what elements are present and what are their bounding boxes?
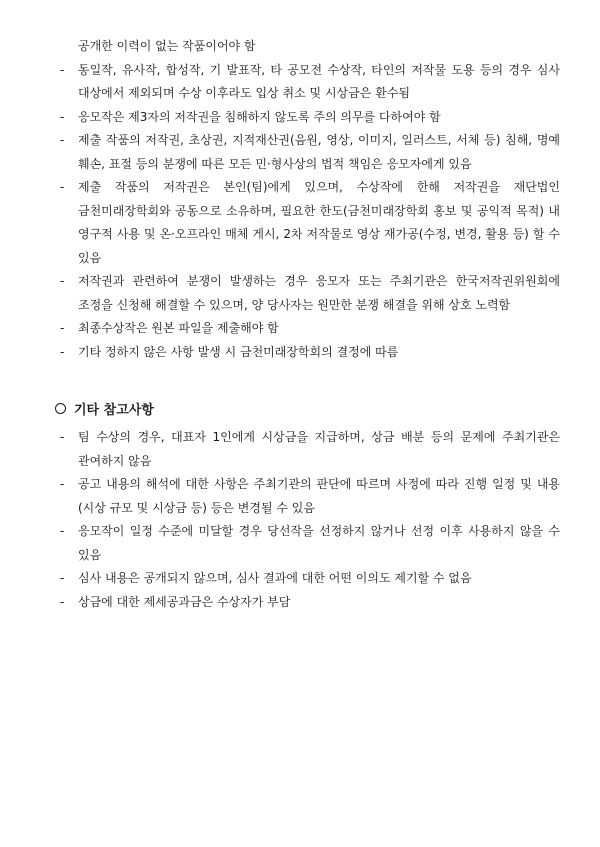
dash-bullet-icon: - bbox=[60, 594, 65, 609]
list-item-text: 최종수상작은 원본 파일을 제출해야 함 bbox=[78, 321, 279, 335]
list-item-text: 제출 작품의 저작권, 초상권, 지적재산권(음원, 영상, 이미지, 일러스트, 서체 등) 침해, 명예 훼손, 표절 등의 분쟁에 따른 모든 민·형사상의 법적 책임은 응모자에게 있음 bbox=[78, 133, 560, 171]
list-item-text: 상금에 대한 제세공과금은 수상자가 부담 bbox=[78, 594, 291, 609]
list-item-text: 저작권과 관련하여 분쟁이 발생하는 경우 응모자 또는 주최기관은 한국저작권위원회에 조정을 신청해 해결할 수 있으며, 양 당사자는 원만한 분쟁 해결을 위해 상호 노력함 bbox=[78, 274, 560, 312]
list-item bbox=[60, 129, 560, 176]
section1-list bbox=[60, 35, 560, 364]
list-item-text: 심사 내용은 공개되지 않으며, 심사 결과에 대한 어떤 이의도 제기할 수 없음 bbox=[78, 571, 472, 585]
list-item bbox=[60, 341, 560, 365]
section-heading bbox=[55, 400, 154, 422]
list-item bbox=[60, 473, 560, 520]
list-item-continuation bbox=[60, 35, 560, 59]
list-item-text: 공고 내용의 해석에 대한 사항은 주최기관의 판단에 따르며 사정에 따라 진행 일정 및 내용(시상 규모 및 시상금 등) 등은 변경될 수 있음 bbox=[78, 477, 560, 515]
dash-bullet-icon: - bbox=[60, 180, 65, 194]
list-item bbox=[60, 106, 560, 130]
list-item bbox=[60, 317, 560, 341]
dash-bullet-icon: - bbox=[60, 430, 65, 444]
list-item bbox=[60, 176, 560, 270]
list-item bbox=[60, 520, 560, 567]
dash-bullet-icon: - bbox=[60, 274, 65, 288]
dash-bullet-icon: - bbox=[60, 344, 65, 359]
list-item bbox=[60, 426, 560, 473]
section-title: 기타 참고사항 bbox=[74, 403, 154, 418]
list-item-text: 응모작이 일정 수준에 미달할 경우 당선작을 선정하지 않거나 선정 이후 사용하지 않을 수 있음 bbox=[78, 524, 560, 562]
list-item-text: 공개한 이력이 없는 작품이어야 함 bbox=[78, 39, 256, 53]
list-item bbox=[60, 59, 560, 106]
dash-bullet-icon: - bbox=[60, 571, 65, 585]
list-item-text: 응모작은 제3자의 저작권을 침해하지 않도록 주의 의무를 다하여야 함 bbox=[78, 109, 441, 124]
list-item-text: 팀 수상의 경우, 대표자 1인에게 시상금을 지급하며, 상금 배분 등의 문제에 주최기관은 관여하지 않음 bbox=[78, 430, 560, 468]
list-item bbox=[60, 270, 560, 317]
list-item-text: 동일작, 유사작, 합성작, 기 발표작, 타 공모전 수상작, 타인의 저작물 도용 등의 경우 심사 대상에서 제외되며 수상 이후라도 입상 취소 및 시상금은 환수됨 bbox=[78, 62, 560, 100]
dash-bullet-icon: - bbox=[60, 321, 65, 335]
dash-bullet-icon: - bbox=[60, 477, 65, 491]
list-item bbox=[60, 591, 560, 615]
circle-bullet-icon bbox=[55, 403, 66, 414]
section2-list bbox=[60, 426, 560, 614]
dash-bullet-icon: - bbox=[60, 524, 65, 538]
list-item bbox=[60, 567, 560, 591]
list-item-text: 제출 작품의 저작권은 본인(팀)에게 있으며, 수상작에 한해 저작권을 재단법인 금천미래장학회와 공동으로 소유하며, 필요한 한도(금천미래장학회 홍보 및 공익적 목적) 내 영구적 사용 및 온·오프라인 매체 게시, 2차 저작물로 영상 재가공(수정, 변경, 활용 등) 할 수 있음 bbox=[78, 180, 560, 265]
dash-bullet-icon: - bbox=[60, 133, 65, 147]
dash-bullet-icon: - bbox=[60, 62, 65, 77]
list-item-text: 기타 정하지 않은 사항 발생 시 금천미래장학회의 결정에 따름 bbox=[78, 344, 399, 359]
dash-bullet-icon: - bbox=[60, 109, 65, 124]
